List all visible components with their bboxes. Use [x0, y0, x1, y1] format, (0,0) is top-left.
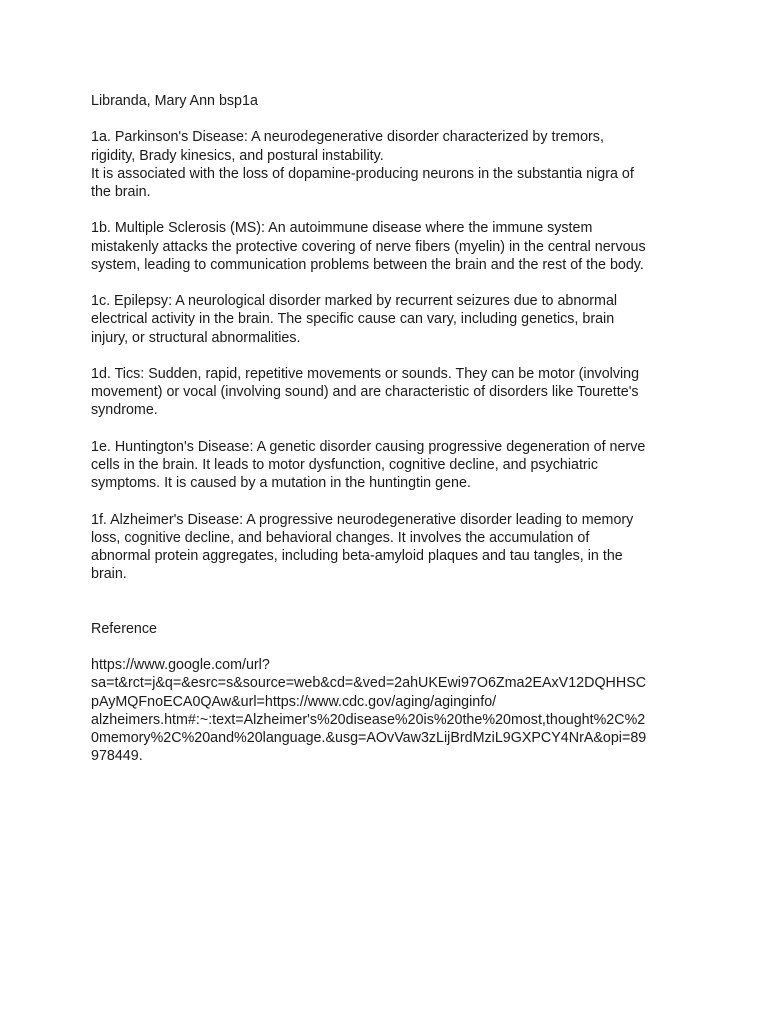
entry-line: brain. — [91, 566, 127, 583]
reference-heading: Reference — [91, 620, 157, 637]
entry-parkinsons — [91, 128, 688, 201]
entry-epilepsy — [91, 292, 688, 347]
entry-line: injury, or structural abnormalities. — [91, 329, 301, 346]
reference-url-line: 0memory%2C%20and%20language.&usg=AOvVaw3zLijBrdMziL9GXPCY4NrA&opi=89 — [91, 729, 647, 746]
entry-line: 1f. Alzheimer's Disease: A progressive neurodegenerative disorder leading to memory — [91, 511, 634, 528]
reference-url-line: alzheimers.htm#:~:text=Alzheimer's%20disease%20is%20the%20most,thought%2C%2 — [91, 711, 646, 728]
entry-line: cells in the brain. It leads to motor dysfunction, cognitive decline, and psychiatric — [91, 456, 599, 473]
entry-line: abnormal protein aggregates, including beta-amyloid plaques and tau tangles, in the — [91, 547, 623, 564]
entry-line: 1c. Epilepsy: A neurological disorder marked by recurrent seizures due to abnormal — [91, 293, 618, 310]
entry-line: 1b. Multiple Sclerosis (MS): An autoimmune disease where the immune system — [91, 220, 593, 237]
entry-huntingtons — [91, 438, 688, 493]
entry-line: the brain. — [91, 184, 151, 200]
author-line: Libranda, Mary Ann bsp1a — [91, 93, 258, 109]
entry-line: rigidity, Brady kinesics, and postural instability. — [91, 147, 384, 164]
reference-url — [91, 656, 681, 765]
entry-line: system, leading to communication problems between the brain and the rest of the body. — [91, 256, 644, 273]
entry-tics — [91, 365, 688, 420]
entry-line: loss, cognitive decline, and behavioral changes. It involves the accumulation of — [91, 529, 590, 546]
entry-line: It is associated with the loss of dopamine-producing neurons in the substantia nigra of — [91, 165, 634, 182]
reference-url-line: https://www.google.com/url? — [91, 657, 270, 674]
entry-multiple-sclerosis — [91, 219, 688, 274]
entry-line: 1d. Tics: Sudden, rapid, repetitive movements or sounds. They can be motor (involving — [91, 365, 640, 382]
blank-line — [91, 602, 688, 620]
entry-line: syndrome. — [91, 402, 158, 419]
entry-alzheimers — [91, 511, 688, 584]
entry-line: movement) or vocal (involving sound) and are characteristic of disorders like Tourette's — [91, 384, 639, 401]
entry-line: 1e. Huntington's Disease: A genetic disorder causing progressive degeneration of nerve — [91, 438, 646, 455]
entry-line: symptoms. It is caused by a mutation in the huntingtin gene. — [91, 475, 471, 492]
entry-line: electrical activity in the brain. The specific cause can vary, including genetics, brain — [91, 311, 615, 328]
entry-line: 1a. Parkinson's Disease: A neurodegenerative disorder characterized by tremors, — [91, 129, 604, 146]
reference-url-line: pAyMQFnoECA0QAw&url=https://www.cdc.gov/aging/aginginfo/ — [91, 693, 497, 710]
entry-line: mistakenly attacks the protective covering of nerve fibers (myelin) in the central nervous — [91, 238, 646, 255]
reference-url-line: 978449. — [91, 748, 143, 765]
reference-url-line: sa=t&rct=j&q=&esrc=s&source=web&cd=&ved=2ahUKEwi97O6Zma2EAxV12DQHHSC — [91, 675, 647, 692]
